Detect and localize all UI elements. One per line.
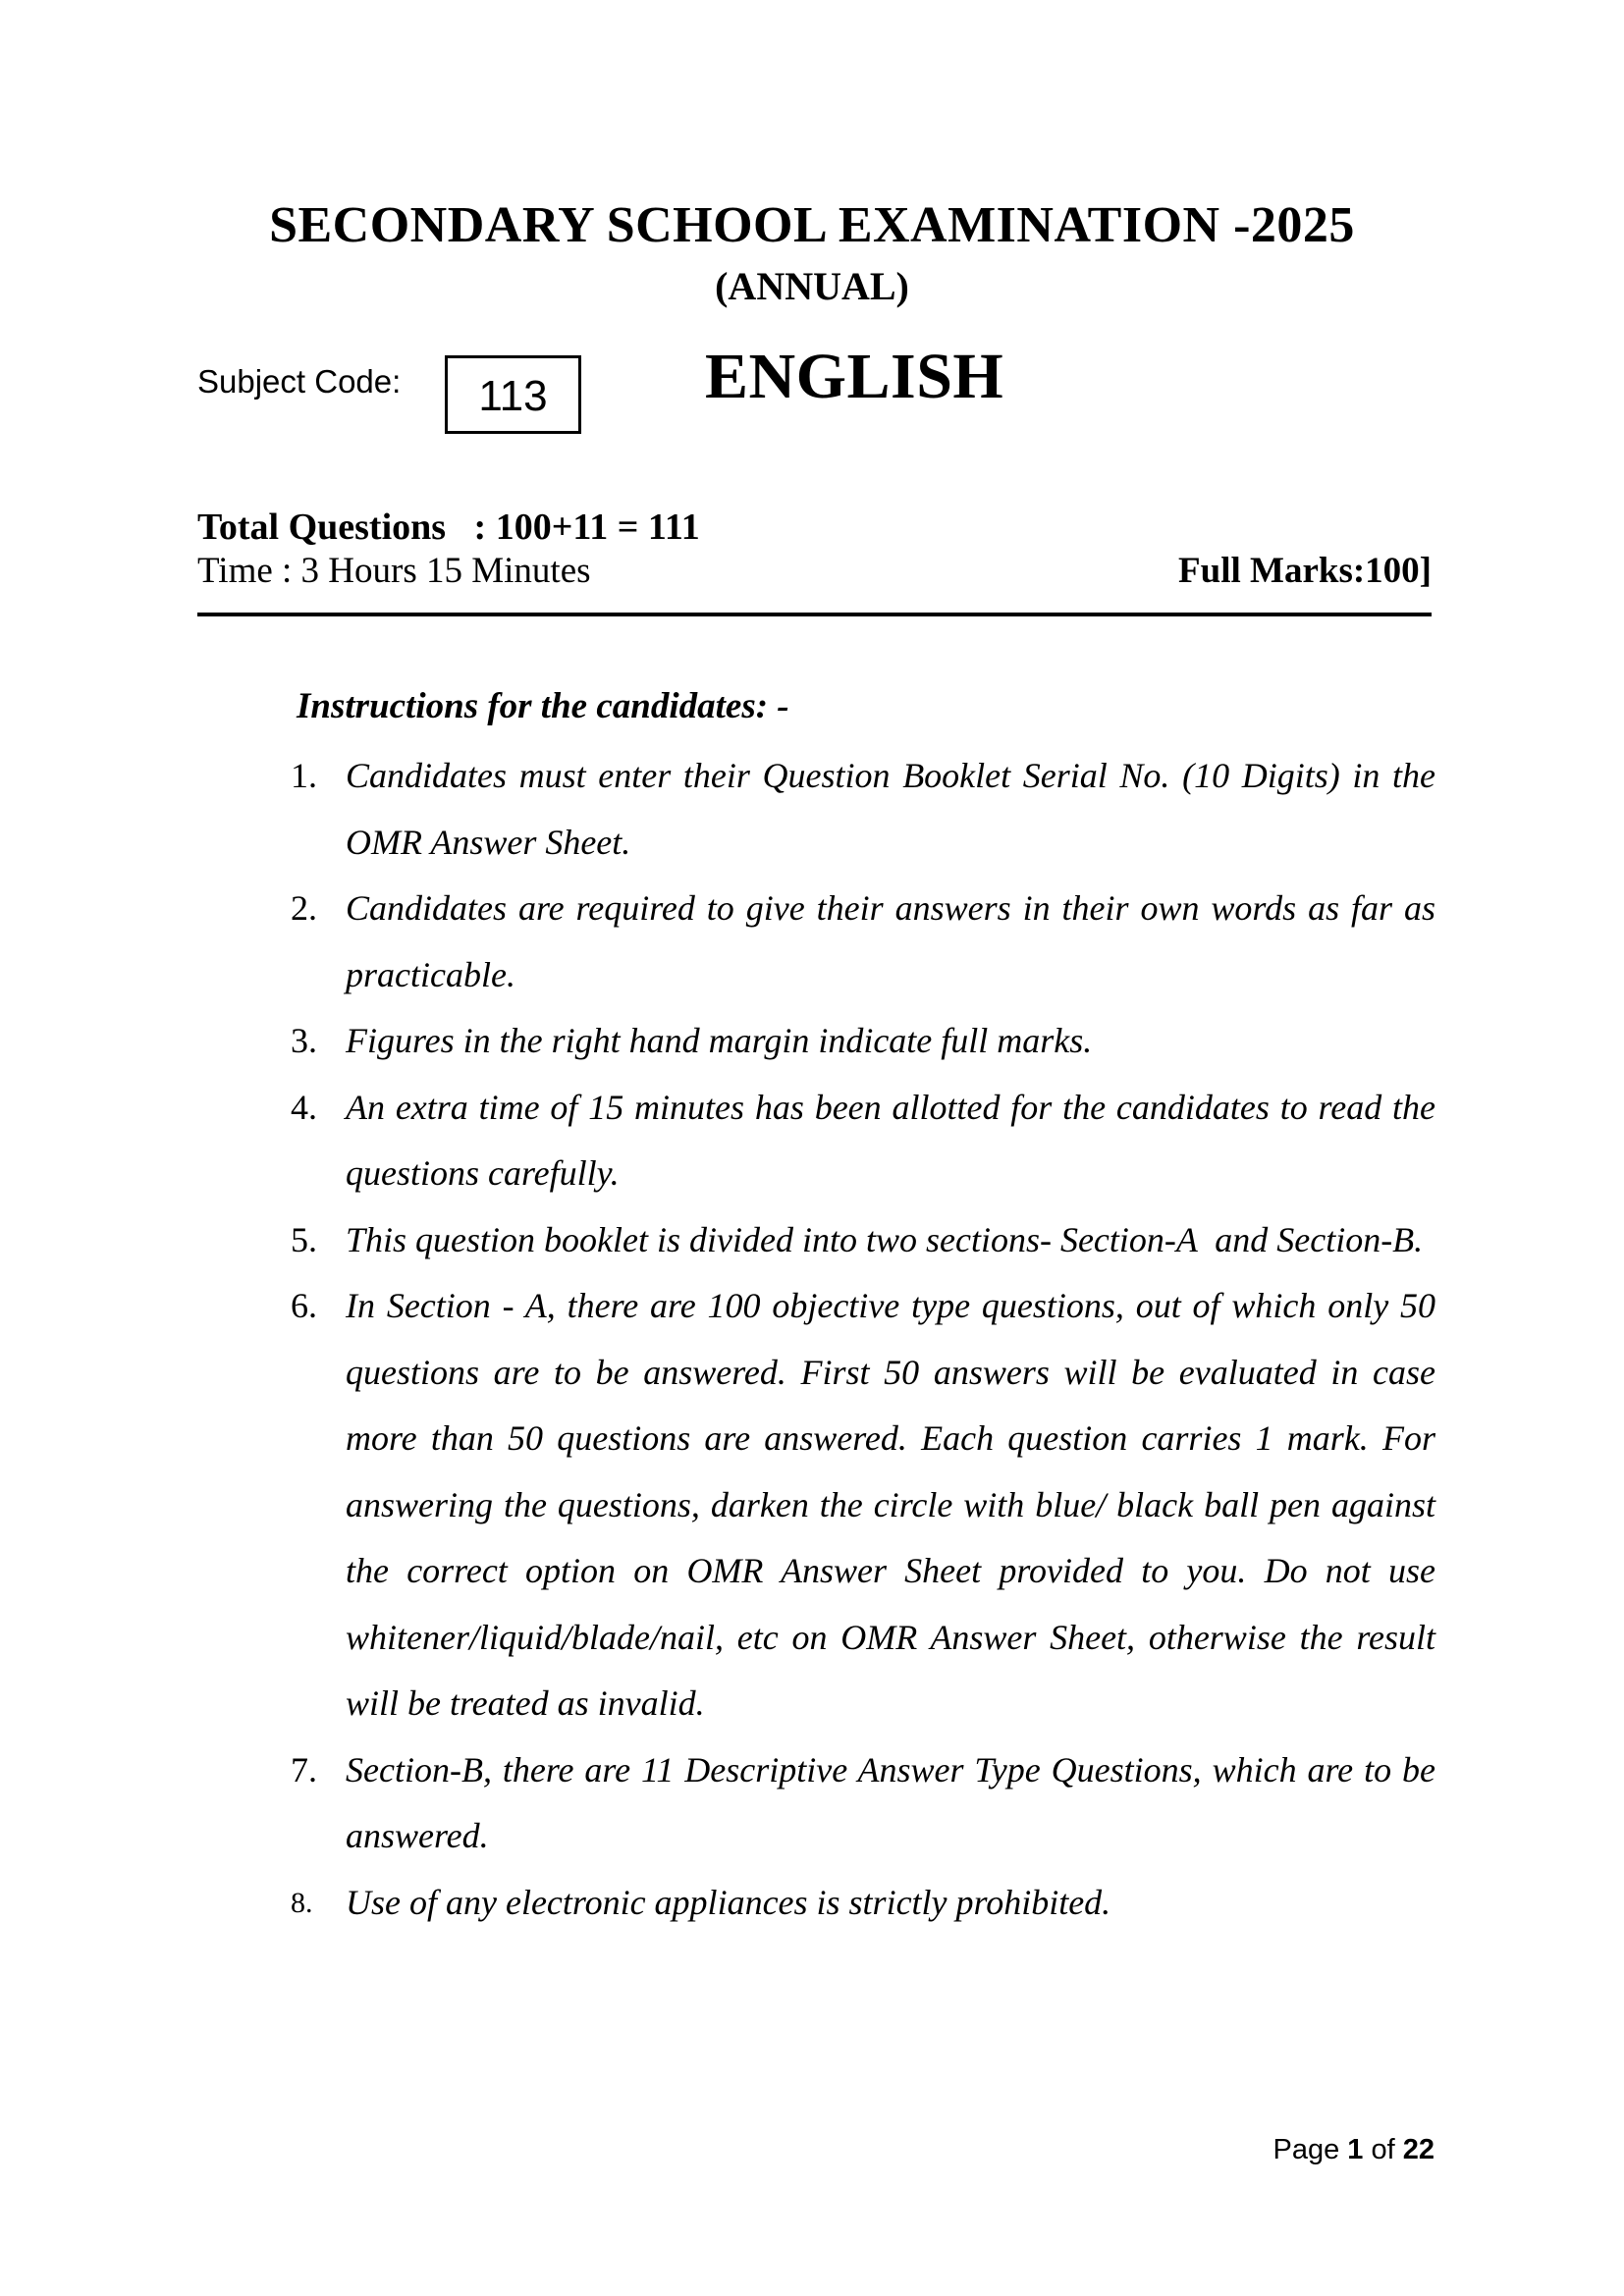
instruction-number: 4. [291, 1087, 317, 1127]
instructions-list [291, 743, 1435, 1936]
instruction-item [291, 1870, 1435, 1937]
total-questions: Total Questions : 100+11 = 111 [197, 507, 700, 548]
page-total: 22 [1402, 2134, 1435, 2165]
instruction-text: An extra time of 15 minutes has been allotted for the candidates to read the questions carefully. [346, 1087, 1435, 1193]
instruction-number: 7. [291, 1749, 317, 1789]
of-word: of [1371, 2134, 1395, 2165]
instruction-item [291, 876, 1435, 1008]
instruction-item [291, 1737, 1435, 1870]
instruction-number: 1. [291, 756, 317, 795]
instruction-text: Candidates must enter their Question Booklet Serial No. (10 Digits) in the OMR Answer Sheet. [346, 756, 1435, 862]
full-marks: Full Marks:100] [1178, 551, 1432, 591]
instruction-number: 6. [291, 1286, 317, 1325]
instruction-text: Figures in the right hand margin indicate full marks. [346, 1021, 1093, 1060]
instruction-text: This question booklet is divided into two sections- Section-A and Section-B. [346, 1219, 1424, 1259]
instruction-item [291, 1207, 1435, 1274]
subject-code-box: 113 [445, 355, 581, 434]
instruction-item [291, 1075, 1435, 1207]
exam-subtitle: (ANNUAL) [715, 264, 909, 308]
instruction-text: In Section - A, there are 100 objective type questions, out of which only 50 questions are to be answered. First 50 answers will be evaluated in case more than 50 questions are answered. Each question carries 1 mark. For answering the questions, darken the circle with blue/ black ball pen against the correct option on OMR Answer Sheet provided to you. Do not use whitener/liquid/blade/nail, etc on OMR Answer Sheet, otherwise the result will be treated as invalid. [346, 1286, 1435, 1723]
instruction-number: 2. [291, 888, 317, 928]
instruction-item [291, 743, 1435, 876]
instructions-heading: Instructions for the candidates: - [297, 686, 789, 726]
header-divider [197, 613, 1432, 616]
page-number [1272, 2134, 1435, 2166]
exam-time: Time : 3 Hours 15 Minutes [197, 551, 591, 591]
subject-code-label: Subject Code: [197, 363, 402, 400]
page-word: Page [1272, 2134, 1340, 2165]
subject-name: ENGLISH [705, 341, 1004, 412]
exam-title: SECONDARY SCHOOL EXAMINATION -2025 [269, 197, 1355, 253]
instruction-item [291, 1008, 1435, 1075]
instruction-text: Use of any electronic appliances is strictly prohibited. [346, 1882, 1111, 1922]
instruction-number: 8. [291, 1886, 313, 1919]
instruction-number: 5. [291, 1219, 317, 1259]
instruction-text: Section-B, there are 11 Descriptive Answer Type Questions, which are to be answered. [346, 1749, 1435, 1855]
instruction-item [291, 1273, 1435, 1737]
page-current: 1 [1347, 2134, 1364, 2165]
instruction-number: 3. [291, 1021, 317, 1060]
instruction-text: Candidates are required to give their answers in their own words as far as practicable. [346, 888, 1435, 994]
